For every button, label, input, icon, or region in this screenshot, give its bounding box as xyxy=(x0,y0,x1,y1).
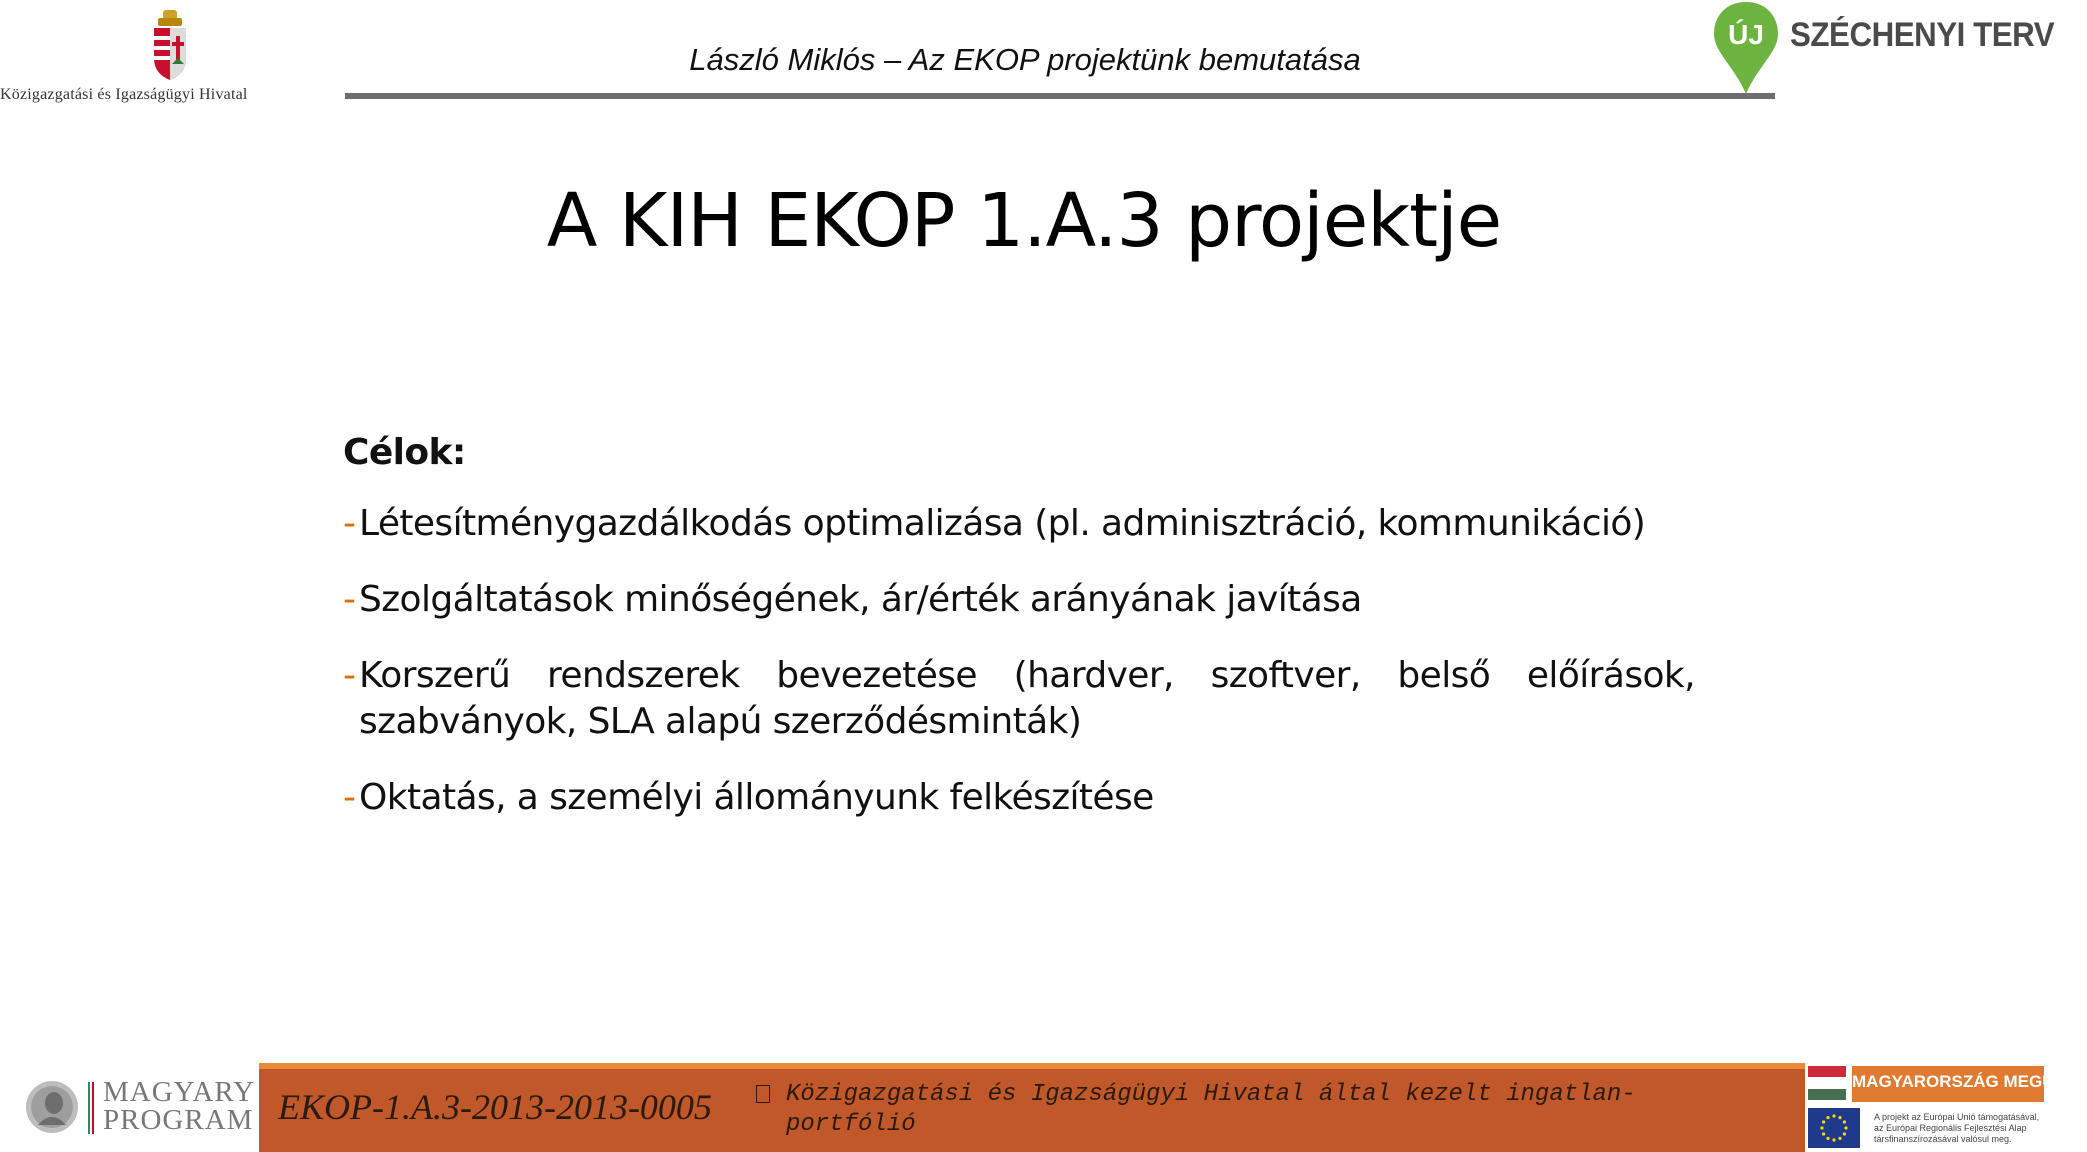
list-item xyxy=(343,653,1695,745)
goals-heading: Célok: xyxy=(343,432,466,473)
list-item xyxy=(343,501,1695,547)
project-description: Közigazgatási és Igazságügyi Hivatal által kezelt ingatlan-portfólió xyxy=(786,1081,1636,1138)
magyary-portrait-icon xyxy=(24,1079,80,1135)
placeholder-glyph-icon xyxy=(756,1085,770,1103)
bullet-marker: - xyxy=(343,655,356,696)
bullet-marker: - xyxy=(343,503,356,544)
magyarorszag-megujul-badge: MAGYARORSZÁG MEGÚJUL xyxy=(1852,1072,2087,1091)
slide-title: A KIH EKOP 1.A.3 projektje xyxy=(546,178,1502,264)
program-line-2: PROGRAM xyxy=(103,1104,254,1136)
magyary-program-logo xyxy=(103,1078,255,1134)
logo-badge: ÚJ xyxy=(1728,19,1764,50)
list-item xyxy=(343,775,1695,821)
project-code: EKOP-1.A.3-2013-2013-0005 xyxy=(278,1087,712,1127)
footer-orange-stripe xyxy=(259,1063,1805,1069)
header-title: László Miklós – Az EKOP projektünk bemutatása xyxy=(689,42,1361,77)
bullet-text: Oktatás, a személyi állományunk felkészítése xyxy=(359,777,1154,818)
goals-section xyxy=(343,432,1695,851)
list-item xyxy=(343,577,1695,623)
bullet-marker: - xyxy=(343,579,356,620)
header-rule xyxy=(345,93,1775,99)
bullet-marker: - xyxy=(343,777,356,818)
magyary-divider xyxy=(88,1082,94,1134)
program-line-1: MAGYARY xyxy=(103,1076,256,1108)
agency-name: Közigazgatási és Igazságügyi Hivatal xyxy=(0,86,248,103)
hungarian-coat-of-arms-icon xyxy=(148,8,192,82)
uj-szechenyi-terv-pin-icon xyxy=(1712,0,1780,96)
bullet-text: Korszerű rendszerek bevezetése (hardver, szoftver, belső előírások, szabványok, SLA alapú szerződésminták) xyxy=(359,655,1695,742)
eu-flag-icon xyxy=(1808,1108,1860,1148)
hungarian-flag-icon xyxy=(1808,1066,1846,1100)
bullet-text: Létesítménygazdálkodás optimalizása (pl. adminisztráció, kommunikáció) xyxy=(359,503,1646,544)
bullet-text: Szolgáltatások minőségének, ár/érték arányának javítása xyxy=(359,579,1362,620)
logo-text: SZÉCHENYI TERV xyxy=(1790,16,2055,54)
eu-funding-note: A projekt az Európai Unió támogatásával, az Európai Regionális Fejlesztési Alap társfinanszírozásával valósul meg. xyxy=(1874,1112,2040,1144)
